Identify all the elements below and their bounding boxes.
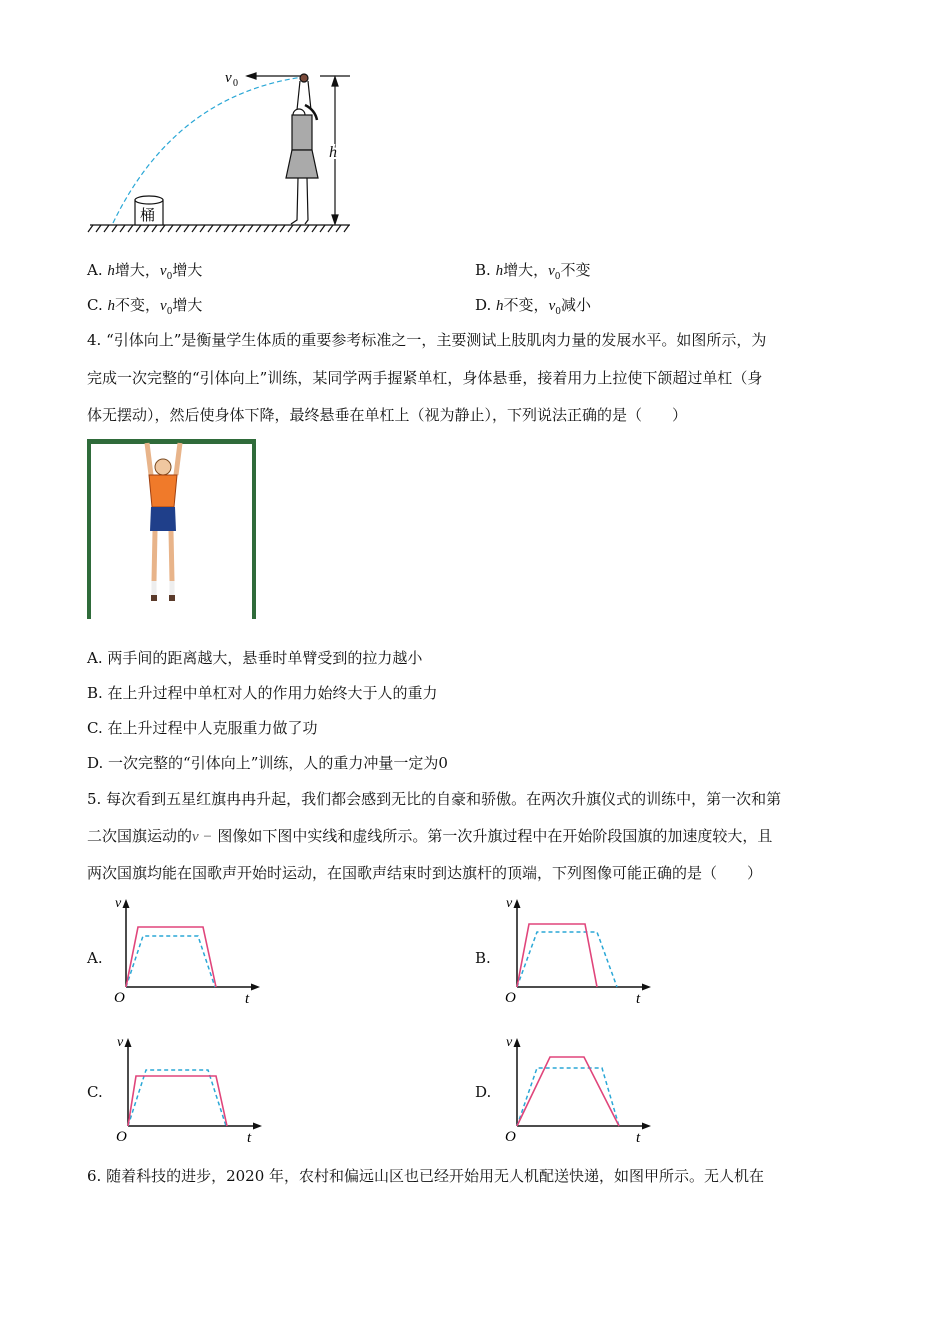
bucket-label: 桶 [140,208,156,224]
q4-option-a[interactable]: A. 两手间的距离越大，悬垂时单臂受到的拉力越小 [87,649,423,667]
q3-option-a[interactable]: A. h增大，$v_0$增大 [87,261,203,282]
v-axis-arrow [514,1038,521,1047]
q5-option-c-label[interactable]: C. [87,1083,103,1101]
first-flag-solid-line [126,927,216,987]
throw-diagram [85,65,365,240]
q5-option-d-label[interactable]: D. [475,1083,492,1101]
v-axis-arrow [514,899,521,908]
vt-graph-d[interactable] [497,1036,647,1146]
pullup-illustration [85,435,265,620]
q4-stem-line: 体无摆动），然后使身体下降，最终悬垂在单杠上（视为静止），下列说法正确的是（ ） [87,406,688,424]
v-axis-label: v [117,1035,124,1050]
t-axis-label: t [636,1130,641,1146]
q6-stem-line: 6. 随着科技的进步，2020 年，农村和偏远山区也已经开始用无人机配送快递，如图甲所示。无人机在 [87,1167,765,1185]
ground-hatching [88,225,349,232]
q5-option-a-label[interactable]: A. [87,949,103,967]
t-axis-label: t [245,991,250,1007]
second-flag-dashed-line [517,932,617,987]
q4-option-c[interactable]: C. 在上升过程中人克服重力做了功 [87,719,318,737]
vt-graph-b[interactable] [497,897,647,1007]
v-axis-label: v [506,896,513,911]
t-axis-arrow [253,1123,262,1130]
vt-graph-c[interactable] [108,1036,258,1146]
q4-option-b[interactable]: B. 在上升过程中单杠对人的作用力始终大于人的重力 [87,684,438,702]
v-axis-arrow [123,899,130,908]
q4-stem-line: 4. “引体向上”是衡量学生体质的重要参考标准之一，主要测试上肢肌肉力量的发展水平。如图所示，为 [87,331,767,349]
v-axis-label: v [115,896,122,911]
q5-stem-line: 两次国旗均能在国歌声开始时运动，在国歌声结束时到达旗杆的顶端，下列图像可能正确的是（ ） [87,864,763,882]
t-axis-arrow [642,984,651,991]
t-axis-label: t [247,1130,252,1146]
svg-text:0: 0 [233,78,238,89]
origin-label: O [116,1129,127,1145]
v-axis-label: v [506,1035,513,1050]
q4-option-d[interactable]: D. 一次完整的“引体向上”训练，人的重力冲量一定为0 [87,754,448,772]
t-axis-arrow [642,1123,651,1130]
origin-label: O [114,990,125,1006]
origin-label: O [505,1129,516,1145]
t-axis-label: t [636,991,641,1007]
second-flag-dashed-line [128,1070,226,1126]
v-axis-arrow [125,1038,132,1047]
q5-option-b-label[interactable]: B. [475,949,491,967]
q3-option-b[interactable]: B. h增大，$v_0$不变 [475,261,591,282]
q5-stem-line: 5. 每次看到五星红旗冉冉升起，我们都会感到无比的自豪和骄傲。在两次升旗仪式的训练中，第一次和第 [87,790,782,808]
q3-option-c[interactable]: C. h不变，$v_0$增大 [87,296,203,317]
v0-label: v [225,70,232,86]
origin-label: O [505,990,516,1006]
first-flag-solid-line [517,924,597,987]
q5-stem-line: 二次国旗运动的v − 图像如下图中实线和虚线所示。第一次升旗过程中在开始阶段国旗的加速度较大，且 [87,827,773,845]
q3-option-d[interactable]: D. h不变，$v_0$减小 [475,296,591,317]
t-axis-arrow [251,984,260,991]
h-label: h [329,144,337,161]
second-flag-dashed-line [126,936,215,987]
vt-graph-a[interactable] [106,897,256,1007]
q4-stem-line: 完成一次完整的“引体向上”训练，某同学两手握紧单杠，身体悬垂，接着用力上拉使下颌超过单杠（身 [87,369,763,387]
